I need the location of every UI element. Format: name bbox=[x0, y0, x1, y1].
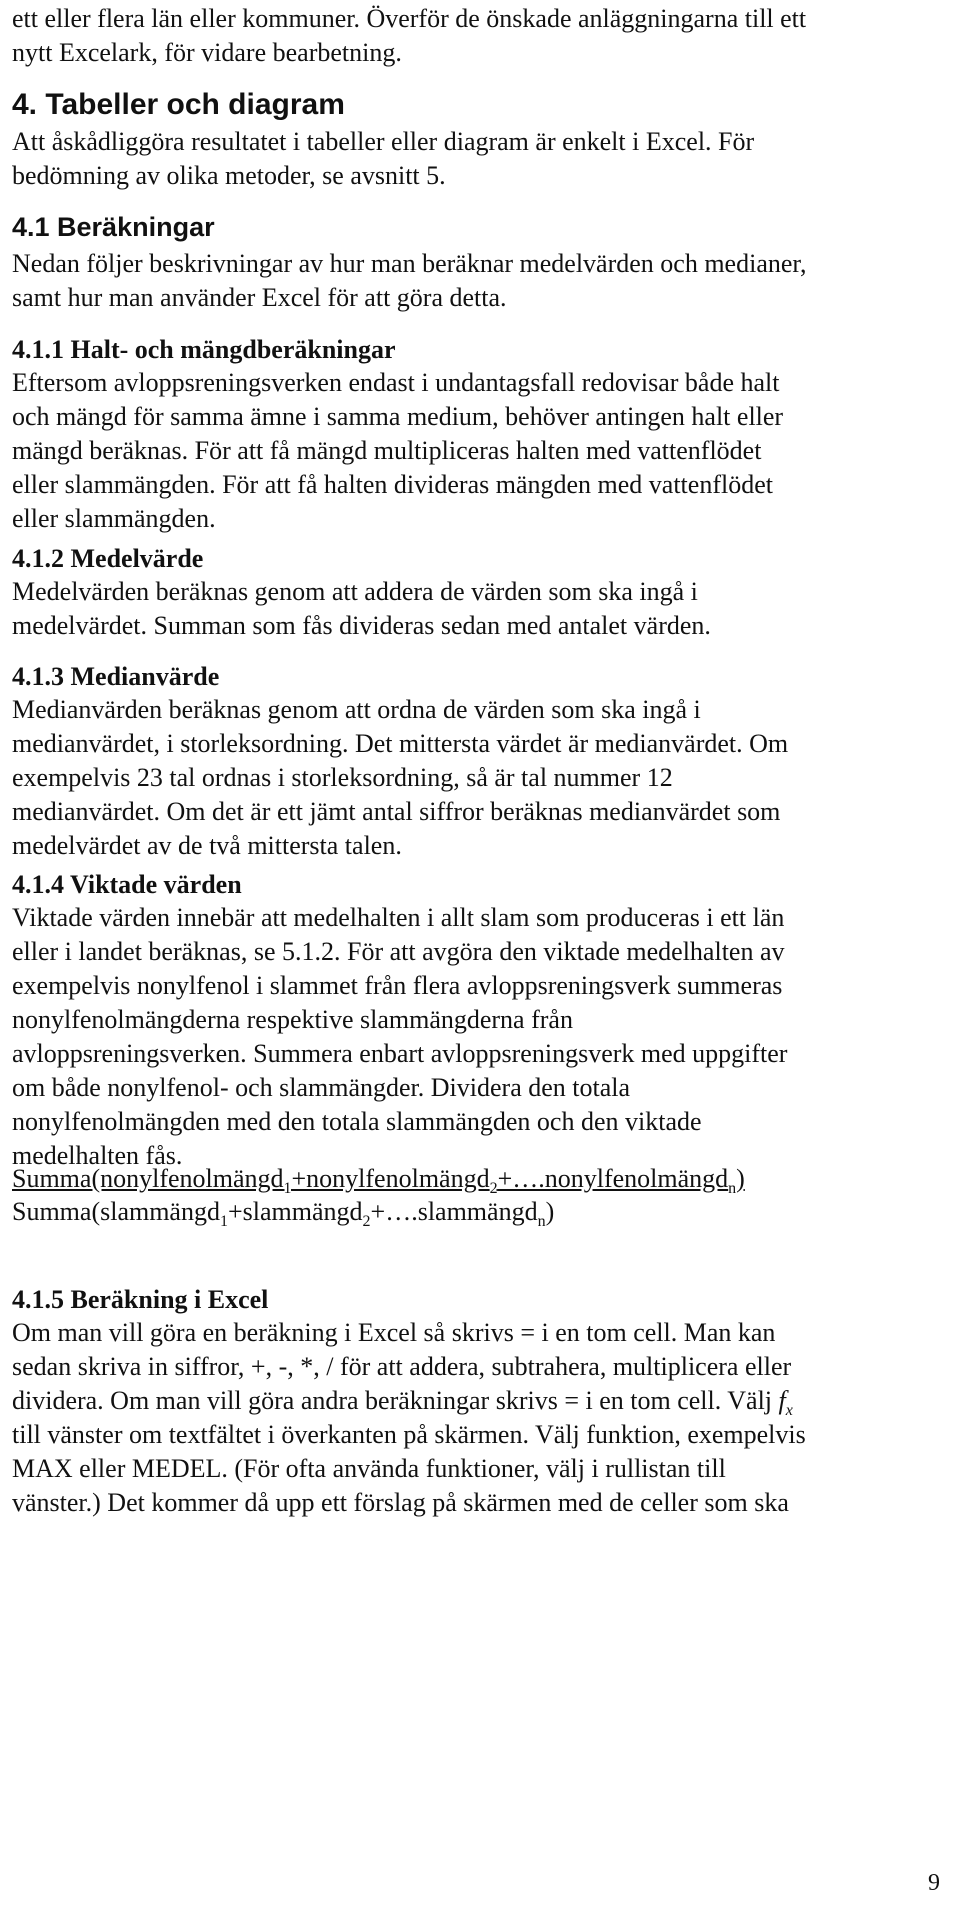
formula-num-a: Summa(nonylfenolmängd bbox=[12, 1164, 284, 1193]
formula-den-sub2: 2 bbox=[362, 1213, 371, 1230]
text-line: Eftersom avloppsreningsverken endast i undantagsfall redovisar både halt bbox=[12, 368, 780, 397]
text-line: nytt Excelark, för vidare bearbetning. bbox=[12, 38, 402, 67]
text-line: till vänster om textfältet i överkanten på skärmen. Välj funktion, exempelvis bbox=[12, 1420, 806, 1449]
formula-den-sub1: 1 bbox=[219, 1213, 228, 1230]
formula-den-subn: n bbox=[537, 1213, 546, 1230]
text-line: om både nonylfenol- och slammängder. Dividera den totala bbox=[12, 1073, 631, 1102]
section-heading-excel: 4.1.5 Beräkning i Excel bbox=[12, 1285, 269, 1314]
text-line: eller slammängden. bbox=[12, 504, 216, 533]
text-line: samt hur man använder Excel för att göra detta. bbox=[12, 283, 507, 312]
text-line: medelvärdet. Summan som fås divideras sedan med antalet värden. bbox=[12, 611, 711, 640]
section-heading: 4. Tabeller och diagram bbox=[12, 88, 345, 121]
section-heading: 4.1.1 Halt- och mängdberäkningar bbox=[12, 335, 396, 364]
text-line: exempelvis nonylfenol i slammet från flera avloppsreningsverk summeras bbox=[12, 971, 783, 1000]
formula-num-b: +nonylfenolmängd bbox=[291, 1164, 490, 1193]
fx-symbol: $f_x$ bbox=[778, 1386, 793, 1419]
text-line: Medianvärden beräknas genom att ordna de värden som ska ingå i bbox=[12, 695, 701, 724]
text-line: Att åskådliggöra resultatet i tabeller eller diagram är enkelt i Excel. För bbox=[12, 127, 755, 156]
section-heading: 4.1.3 Medianvärde bbox=[12, 662, 220, 691]
formula-den-b: +slammängd bbox=[227, 1197, 363, 1226]
section-heading: 4.1.2 Medelvärde bbox=[12, 544, 204, 573]
text-line: och mängd för samma ämne i samma medium, behöver antingen halt eller bbox=[12, 402, 784, 431]
text-line: sedan skriva in siffror, +, -, *, / för att addera, subtrahera, multiplicera eller bbox=[12, 1352, 792, 1381]
formula-num-c: +….nonylfenolmängd bbox=[497, 1164, 729, 1193]
text-segment: dividera. Om man vill göra andra beräkningar skrivs = i en tom cell. Välj bbox=[12, 1386, 779, 1415]
formula-num-sub1: 1 bbox=[283, 1180, 292, 1197]
text-line: bedömning av olika metoder, se avsnitt 5. bbox=[12, 161, 446, 190]
text-line: Nedan följer beskrivningar av hur man beräknar medelvärden och medianer, bbox=[12, 249, 807, 278]
text-line bbox=[12, 1384, 793, 1418]
text-line: exempelvis 23 tal ordnas i storleksordning, så är tal nummer 12 bbox=[12, 763, 673, 792]
text-line: medelhalten fås. bbox=[12, 1141, 183, 1170]
text-line: medianvärdet. Om det är ett jämt antal siffror beräknas medianvärdet som bbox=[12, 797, 781, 826]
text-line: nonylfenolmängderna respektive slammängderna från bbox=[12, 1005, 573, 1034]
section-heading: 4.1.4 Viktade värden bbox=[12, 870, 242, 899]
formula-num-d: ) bbox=[736, 1164, 745, 1193]
text-line: Viktade värden innebär att medelhalten i allt slam som produceras i ett län bbox=[12, 903, 785, 932]
text-line: eller i landet beräknas, se 5.1.2. För att avgöra den viktade medelhalten av bbox=[12, 937, 785, 966]
text-line: avloppsreningsverken. Summera enbart avloppsreningsverk med uppgifter bbox=[12, 1039, 788, 1068]
text-line: vänster.) Det kommer då upp ett förslag på skärmen med de celler som ska bbox=[12, 1488, 789, 1517]
text-line: nonylfenolmängden med den totala slammängden och den viktade bbox=[12, 1107, 702, 1136]
text-line: Om man vill göra en beräkning i Excel så skrivs = i en tom cell. Man kan bbox=[12, 1318, 776, 1347]
formula-num-subn: n bbox=[728, 1180, 737, 1197]
formula-den-c: +….slammängd bbox=[370, 1197, 538, 1226]
text-line: Medelvärden beräknas genom att addera de värden som ska ingå i bbox=[12, 577, 698, 606]
text-line: mängd beräknas. För att få mängd multipliceras halten med vattenflödet bbox=[12, 436, 762, 465]
formula-num-sub2: 2 bbox=[489, 1180, 498, 1197]
formula-den-a: Summa(slammängd bbox=[12, 1197, 220, 1226]
text-line: ett eller flera län eller kommuner. Överför de önskade anläggningarna till ett bbox=[12, 4, 807, 33]
text-line: eller slammängden. För att få halten divideras mängden med vattenflödet bbox=[12, 470, 773, 499]
formula-denominator bbox=[12, 1195, 554, 1229]
section-heading: 4.1 Beräkningar bbox=[12, 212, 215, 242]
formula-den-d: ) bbox=[545, 1197, 555, 1226]
text-line: medelvärdet av de två mittersta talen. bbox=[12, 831, 402, 860]
page-number: 9 bbox=[928, 1870, 940, 1896]
text-line: medianvärdet, i storleksordning. Det mittersta värdet är medianvärdet. Om bbox=[12, 729, 789, 758]
text-line: MAX eller MEDEL. (För ofta använda funktioner, välj i rullistan till bbox=[12, 1454, 726, 1483]
